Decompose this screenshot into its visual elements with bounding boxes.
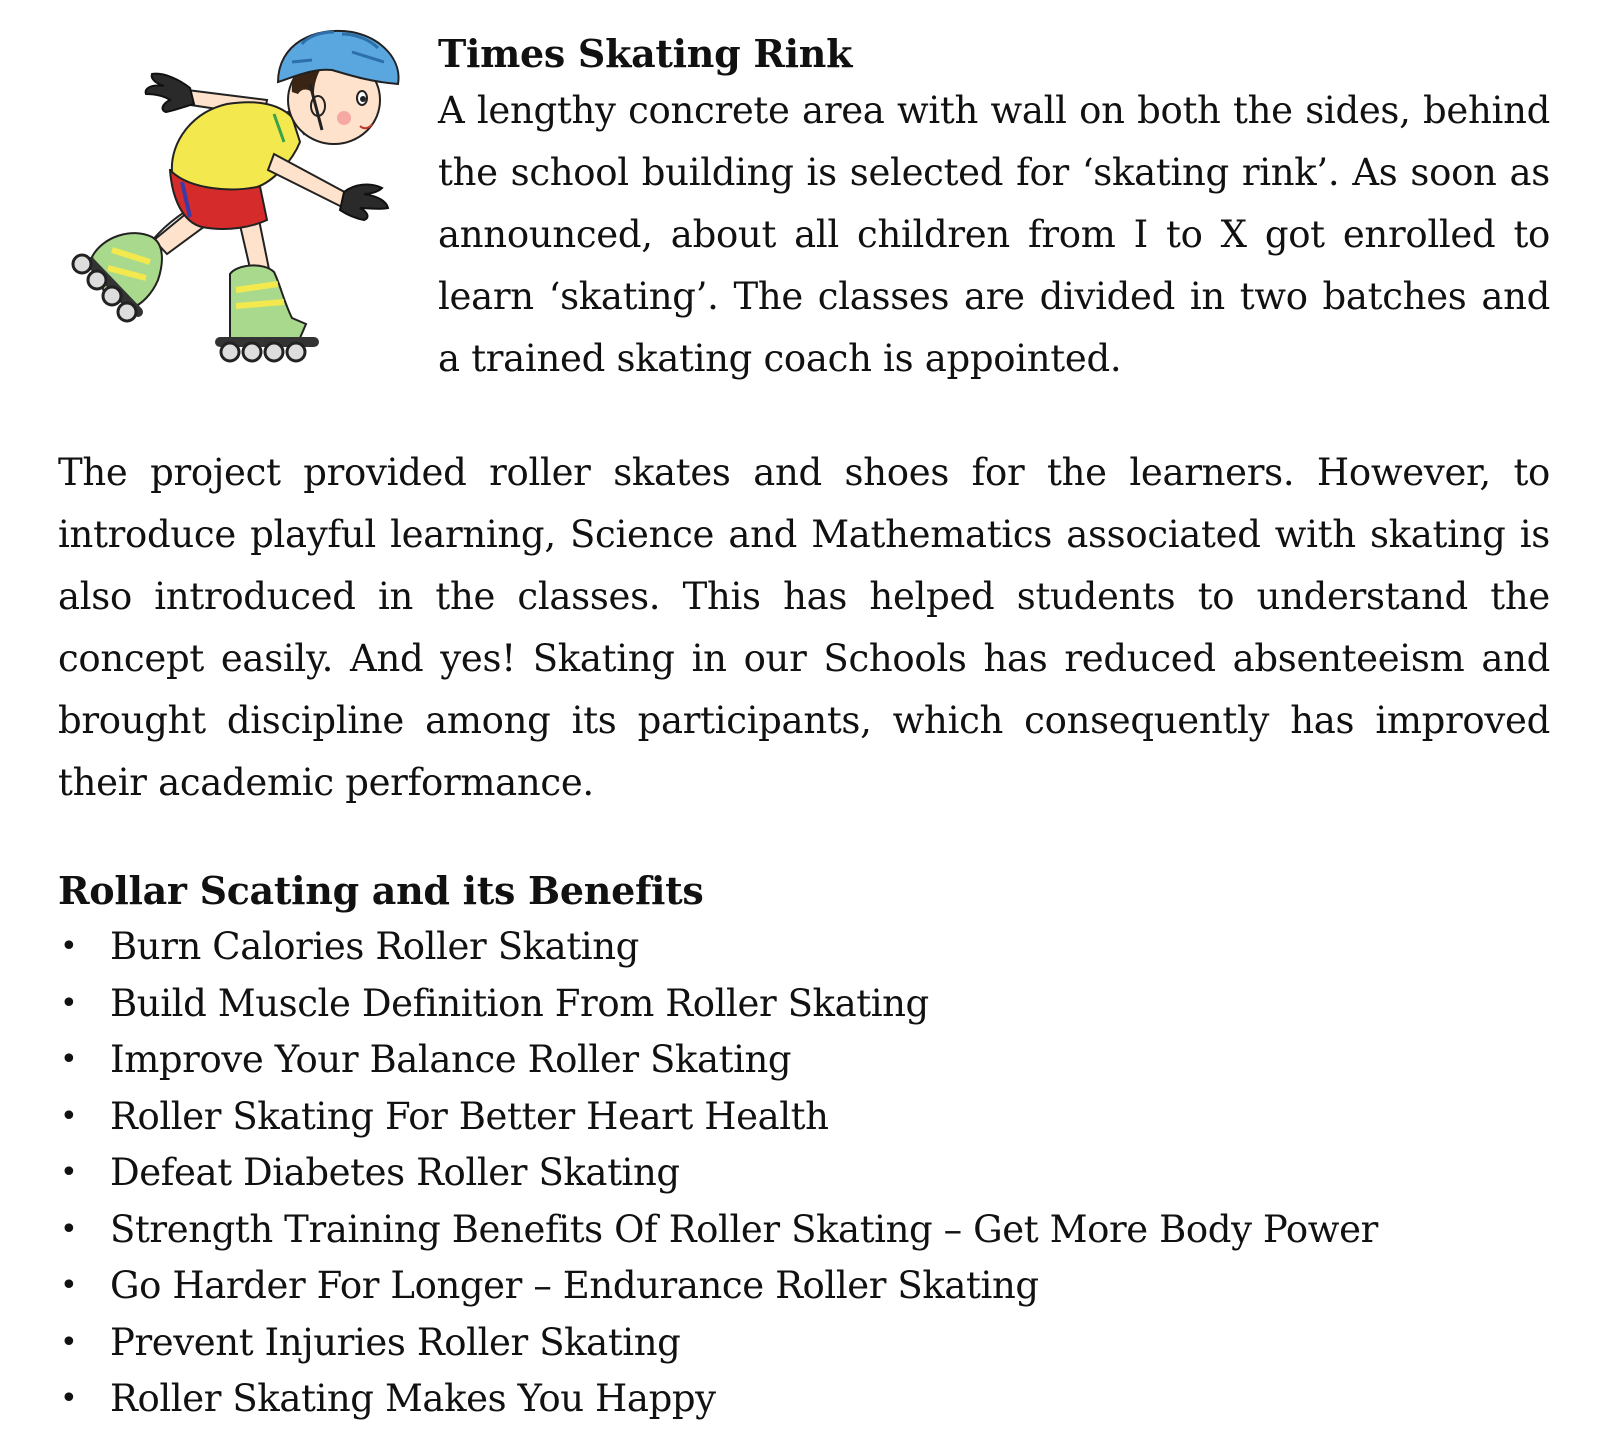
list-item bbox=[58, 1258, 1550, 1315]
intro-heading: Times Skating Rink bbox=[438, 31, 853, 76]
benefits-section bbox=[58, 865, 1550, 1428]
list-item-text: Roller Skating For Better Heart Health bbox=[110, 1094, 829, 1138]
bullet-icon: • bbox=[60, 1211, 78, 1247]
benefits-heading: Rollar Scating and its Benefits bbox=[58, 868, 704, 913]
intro-section bbox=[438, 28, 1550, 390]
list-item bbox=[58, 1032, 1550, 1089]
body-paragraph: The project provided roller skates and shoes for the learners. However, to introduce playful learning, Science and Mathematics associated with skating is also introduced in the classes. This has helped students to understand the concept easily. And yes! Skating in our Schools has reduced absenteeism and brought discipline among its participants, which consequently has improved their academic performance. bbox=[58, 451, 1550, 804]
list-item bbox=[58, 1145, 1550, 1202]
list-item-text: Go Harder For Longer – Endurance Roller Skating bbox=[110, 1264, 1039, 1307]
list-item-text: Defeat Diabetes Roller Skating bbox=[110, 1151, 680, 1194]
list-item bbox=[58, 976, 1550, 1033]
intro-paragraph: A lengthy concrete area with wall on both the sides, behind the school building is selected for ‘skating rink’. As soon as announced, about all children from I to X got enrolled to learn ‘skating’. The classes are divided in two batches and a trained skating coach is appointed. bbox=[438, 89, 1550, 380]
list-item-text: Build Muscle Definition From Roller Skating bbox=[110, 981, 929, 1025]
benefits-list bbox=[58, 919, 1550, 1428]
bullet-icon: • bbox=[60, 1381, 78, 1416]
list-item-text: Burn Calories Roller Skating bbox=[110, 925, 639, 968]
bullet-icon: • bbox=[60, 985, 78, 1021]
skater-illustration bbox=[52, 22, 422, 382]
list-item-text: Roller Skating Makes You Happy bbox=[110, 1377, 716, 1420]
list-item-text: Prevent Injuries Roller Skating bbox=[110, 1320, 681, 1364]
bullet-icon: • bbox=[60, 1098, 78, 1134]
body-section bbox=[58, 442, 1550, 814]
list-item bbox=[58, 1371, 1550, 1428]
list-item-text: Improve Your Balance Roller Skating bbox=[110, 1038, 792, 1081]
bullet-icon: • bbox=[60, 1042, 78, 1077]
bullet-icon: • bbox=[60, 1155, 78, 1190]
list-item bbox=[58, 919, 1550, 976]
list-item bbox=[58, 1315, 1550, 1372]
list-item bbox=[58, 1089, 1550, 1146]
bullet-icon: • bbox=[60, 929, 78, 964]
list-item-text: Strength Training Benefits Of Roller Skating – Get More Body Power bbox=[110, 1207, 1378, 1251]
list-item bbox=[58, 1202, 1550, 1259]
bullet-icon: • bbox=[60, 1268, 78, 1303]
bullet-icon: • bbox=[60, 1324, 78, 1360]
